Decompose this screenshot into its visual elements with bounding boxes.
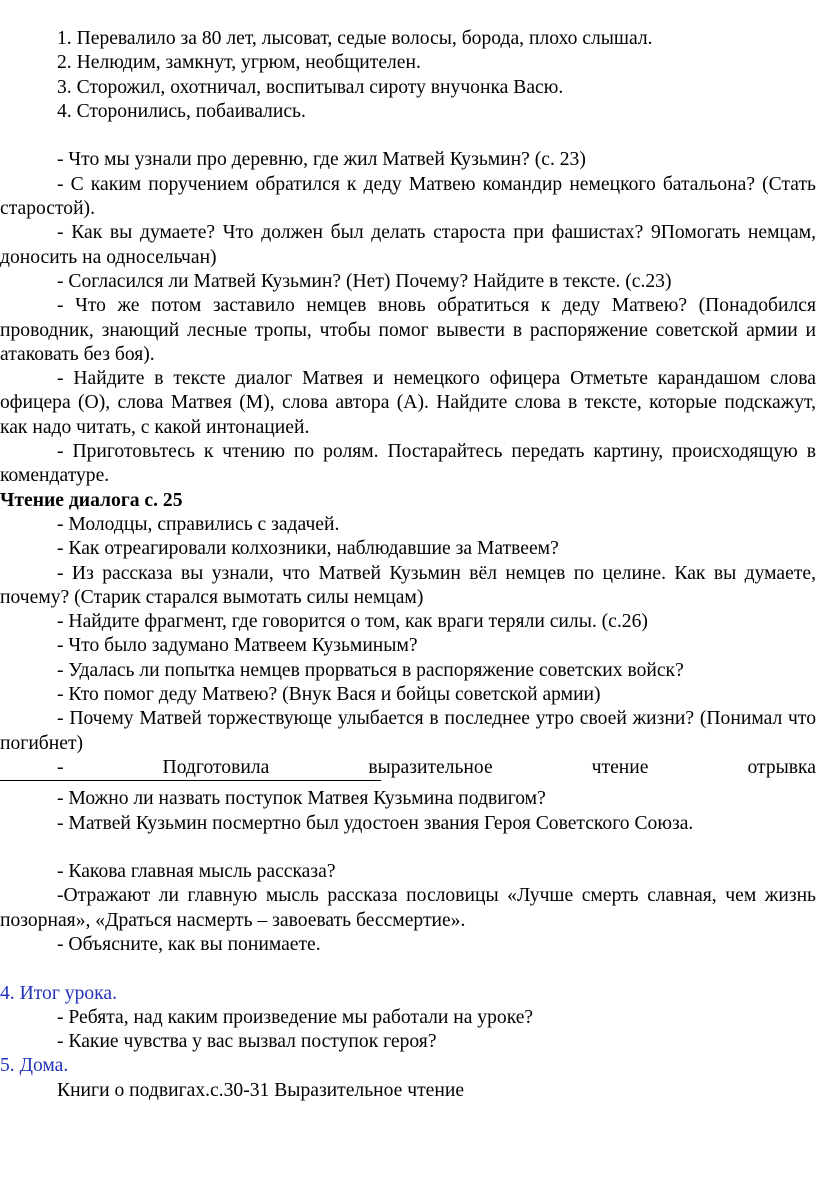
question-roles: - Приготовьтесь к чтению по ролям. Постарайтесь передать картину, происходящую в комендатуре. [0,441,816,487]
question-proverbs: -Отражают ли главную мысль рассказа пословицы «Лучше смерть славная, чем жизнь позорная», «Драться насмерть – завоевать бессмертие». [0,885,816,931]
home-task: Книги о подвигах.с.30-31 Выразительное чтение [57,1079,465,1101]
spacer [0,124,816,148]
summary-question-work: - Ребята, над каким произведение мы работали на уроке? [57,1006,534,1028]
question-village: - Что мы узнали про деревню, где жил Матвей Кузьмин? (с. 23) [57,149,586,171]
question-headman: - Как вы думаете? Что должен был делать староста при фашистах? 9Помогать немцам, доносить на односельчан) [0,222,816,268]
question-farmers: - Как отреагировали колхозники, наблюдавшие за Матвеем? [57,538,559,560]
prepared-word: Подготовила [162,756,270,778]
spacer [0,836,816,860]
dialog-heading: Чтение диалога с. 25 [0,489,183,511]
prepared-word: выразительное [368,756,493,778]
spacer [0,957,816,981]
question-feat: - Можно ли назвать поступок Матвея Кузьмина подвигом? [57,788,546,810]
question-plan: - Что было задумано Матвеем Кузьминым? [57,635,418,657]
question-explain: - Объясните, как вы понимаете. [57,933,321,955]
summary-heading: 4. Итог урока. [0,982,117,1004]
question-guide: - Что же потом заставило немцев вновь обратиться к деду Матвею? (Понадобился проводник, знающий лесные тропы, чтобы помог вывести в распоряжение советской армии и атаковать без боя). [0,295,816,365]
summary-question-feelings: - Какие чувства у вас вызвал поступок героя? [57,1031,437,1053]
fill-in-blank-line [0,780,381,781]
question-attempt: - Удалась ли попытка немцев прорваться в распоряжение советских войск? [57,659,684,681]
statement-hero: - Матвей Кузьмин посмертно был удостоен звания Героя Советского Союза. [57,812,694,834]
prepared-word: отрывка [747,756,816,778]
question-dialog: - Найдите в тексте диалог Матвея и немецкого офицера Отметьте карандашом слова офицера (О), слова Матвея (М), слова автора (А). Найдите слова в тексте, которые подскажут, как надо читать, с какой интонацией. [0,368,816,438]
prepared-reading-line [0,756,816,780]
question-errand: - С каким поручением обратился к деду Матвею командир немецкого батальона? (Стать старостой). [0,173,816,220]
question-well-done: - Молодцы, справились с задачей. [57,513,340,535]
home-heading: 5. Дома. [0,1055,69,1077]
question-main-idea: - Какова главная мысль рассказа? [57,861,336,883]
question-agreed: - Согласился ли Матвей Кузьмин? (Нет) Почему? Найдите в тексте. (с.23) [57,270,672,292]
list-item-4: 4. Сторонились, побаивались. [57,100,306,122]
question-smile: - Почему Матвей торжествующе улыбается в последнее утро своей жизни? (Понимал что погибнет) [0,708,816,754]
question-virgin-land: - Из рассказа вы узнали, что Матвей Кузьмин вёл немцев по целине. Как вы думаете, почему? (Старик старался вымотать силы немцам) [0,562,816,608]
question-fragment: - Найдите фрагмент, где говорится о том, как враги теряли силы. (с.26) [57,611,648,633]
prepared-word: - [57,756,64,778]
list-item-1: 1. Перевалило за 80 лет, лысоват, седые волосы, борода, плохо слышал. [57,28,653,49]
question-helper: - Кто помог деду Матвею? (Внук Вася и бойцы советской армии) [57,684,601,706]
list-item-2: 2. Нелюдим, замкнут, угрюм, необщителен. [57,52,421,74]
list-item-3: 3. Сторожил, охотничал, воспитывал сироту внучонка Васю. [57,76,564,98]
document-page [0,27,816,1103]
prepared-word: чтение [591,756,649,778]
